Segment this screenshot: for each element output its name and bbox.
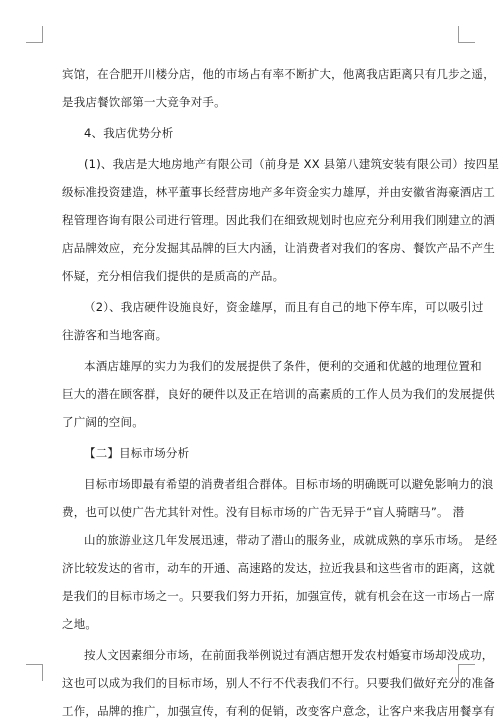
text-line: 工作，品牌的推广，加强宣传，有利的促销，改变客户意念，让客户来我店用餐享有 — [62, 704, 495, 718]
text-line: 之地。 — [62, 617, 98, 631]
text-line: 了广阔的空间。 — [62, 415, 144, 429]
text-line: 店品牌效应，充分发掘其品牌的巨大内涵，让消费者对我们的客房、餐饮产品不产生 — [62, 241, 495, 255]
text-line: 这也可以成为我们的目标市场，别人不行不代表我们不行。只要我们做好充分的准备 — [62, 676, 495, 690]
text-line: 本酒店雄厚的实力为我们的发展提供了条件，便利的交通和优越的地理位置和 — [84, 359, 482, 373]
text-line: 往游客和当地客商。 — [62, 328, 168, 342]
text-line: 级标准投资建造，林平董事长经营房地产多年资金实力雄厚，并由安徽省海豪酒店工 — [62, 185, 495, 199]
crop-mark-top-left — [26, 26, 43, 43]
crop-mark-bottom-left — [26, 664, 43, 681]
text-line: 是我们的目标市场之一。只要我们努力开拓，加强宣传，就有机会在这一市场占一席 — [62, 589, 495, 603]
text-line: （2）、我店硬件设施良好，资金雄厚，而且有自己的地下停车库，可以吸引过 — [84, 300, 484, 314]
section-heading: 4、我店优势分析 — [84, 126, 174, 140]
text-line: 按人文因素细分市场，在前面我举例说过有酒店想开发农村婚宴市场却没成功， — [84, 648, 494, 662]
document-body — [62, 60, 500, 725]
text-line: 山的旅游业这几年发展迅速，带动了潜山的服务业，成就成熟的享乐市场。 是经 — [84, 533, 498, 547]
text-line: 巨大的潜在顾客群，良好的硬件以及正在培训的高素质的工作人员为我们的发展提供 — [62, 387, 495, 401]
text-line: 济比较发达的省市，动车的开通、高速路的发达，拉近我县和这些省市的距离，这就 — [62, 561, 495, 575]
crop-mark-top-right — [458, 26, 475, 43]
text-line: 是我店餐饮部第一大竞争对手。 — [62, 95, 226, 109]
text-line: 怀疑，充分相信我们提供的是质高的产品。 — [62, 269, 285, 283]
text-line: 程管理咨询有限公司进行管理。因此我们在细致规划时也应充分利用我们刚建立的酒 — [62, 213, 495, 227]
section-heading: 【二】目标市场分析 — [84, 446, 190, 460]
text-line: 宾馆，在合肥开川楼分店，他的市场占有率不断扩大，他离我店距离只有几步之遥， — [62, 67, 495, 81]
text-line: 费，也可以使广告尤其针对性。没有目标市场的广告无异于“盲人骑瞎马”。 潜 — [62, 505, 465, 519]
text-line: (1)、我店是大地房地产有限公司（前身是 XX 县第八建筑安装有限公司）按四星 — [84, 157, 500, 171]
text-line: 目标市场即最有希望的消费者组合群体。目标市场的明确既可以避免影响力的浪 — [84, 477, 494, 491]
